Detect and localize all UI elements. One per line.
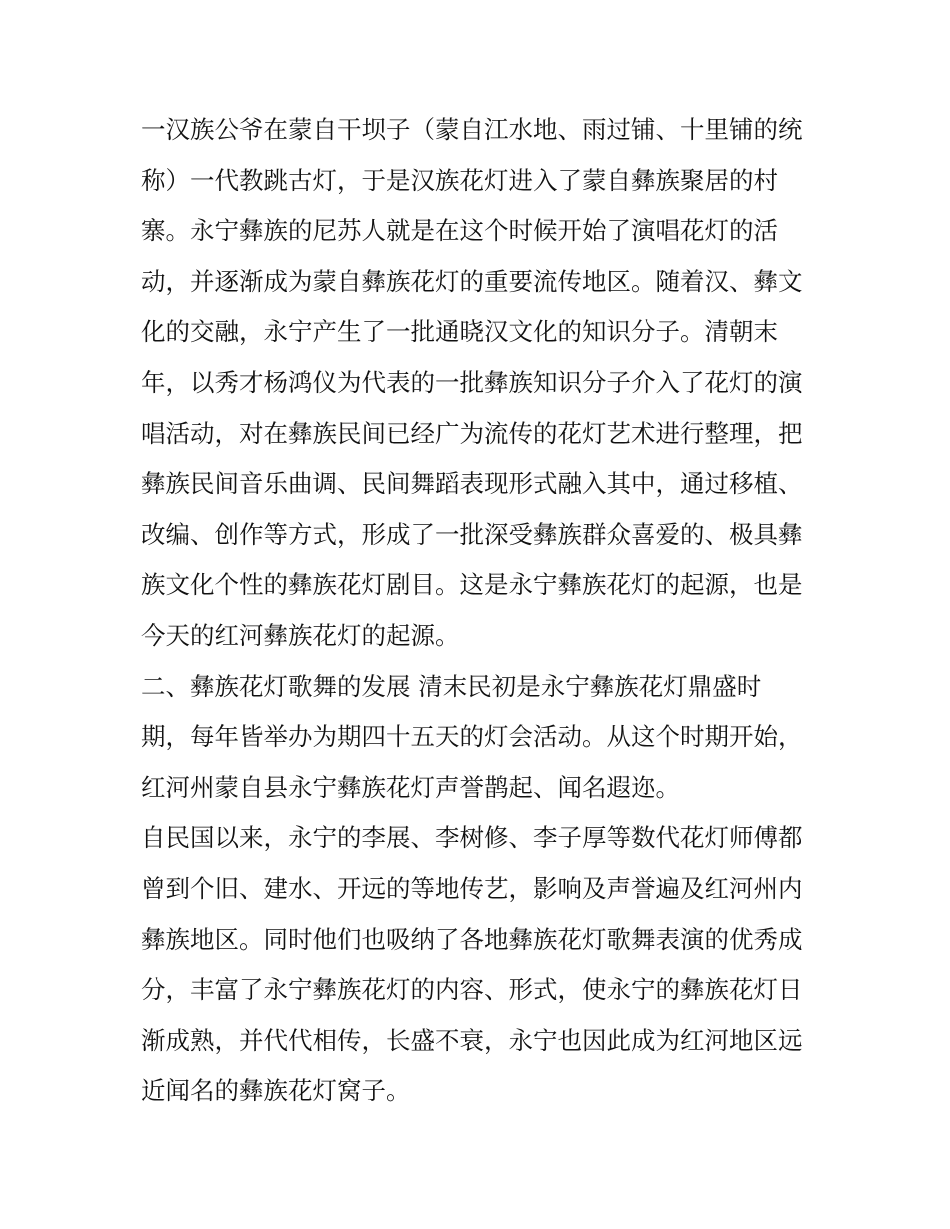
- text-line: 一汉族公爷在蒙自干坝子（蒙自江水地、雨过铺、十里铺的统: [141, 115, 803, 144]
- text-line: 分，丰富了永宁彝族花灯的内容、形式，使永宁的彝族花灯日: [141, 975, 803, 1005]
- text-line: 渐成熟，并代代相传，长盛不衰，永宁也因此成为红河地区远: [141, 1025, 803, 1055]
- text-line: 彝族地区。同时他们也吸纳了各地彝族花灯歌舞表演的优秀成: [141, 924, 803, 954]
- text-line: 族文化个性的彝族花灯剧目。这是永宁彝族花灯的起源，也是: [141, 570, 803, 600]
- text-line: 动，并逐渐成为蒙自彝族花灯的重要流传地区。随着汉、彝文: [141, 266, 803, 296]
- text-line: 称）一代教跳古灯，于是汉族花灯进入了蒙自彝族聚居的村: [141, 165, 778, 195]
- text-line: 化的交融，永宁产生了一批通晓汉文化的知识分子。清朝末: [141, 317, 778, 347]
- text-line: 年，以秀才杨鸿仪为代表的一批彝族知识分子介入了花灯的演: [141, 367, 803, 397]
- text-line: 彝族民间音乐曲调、民间舞蹈表现形式融入其中，通过移植、: [141, 469, 803, 499]
- text-line: 自民国以来，永宁的李展、李树修、李子厚等数代花灯师傅都: [141, 823, 803, 853]
- text-line: 今天的红河彝族花灯的起源。: [141, 620, 460, 650]
- text-line: 寨。永宁彝族的尼苏人就是在这个时候开始了演唱花灯的活: [141, 216, 778, 246]
- text-line: 红河州蒙自县永宁彝族花灯声誉鹊起、闻名遐迩。: [141, 772, 680, 802]
- text-line: 唱活动，对在彝族民间已经广为流传的花灯艺术进行整理，把: [141, 418, 803, 448]
- text-line: 近闻名的彝族花灯窝子。: [141, 1076, 411, 1106]
- text-line: 改编、创作等方式，形成了一批深受彝族群众喜爱的、极具彝: [141, 519, 803, 549]
- section-heading-line: 二、彝族花灯歌舞的发展 清末民初是永宁彝族花灯鼎盛时: [141, 671, 762, 701]
- text-line: 曾到个旧、建水、开远的等地传艺，影响及声誉遍及红河州内: [141, 873, 803, 903]
- body-text: [141, 105, 821, 1117]
- text-line: 期，每年皆举办为期四十五天的灯会活动。从这个时期开始，: [141, 722, 803, 752]
